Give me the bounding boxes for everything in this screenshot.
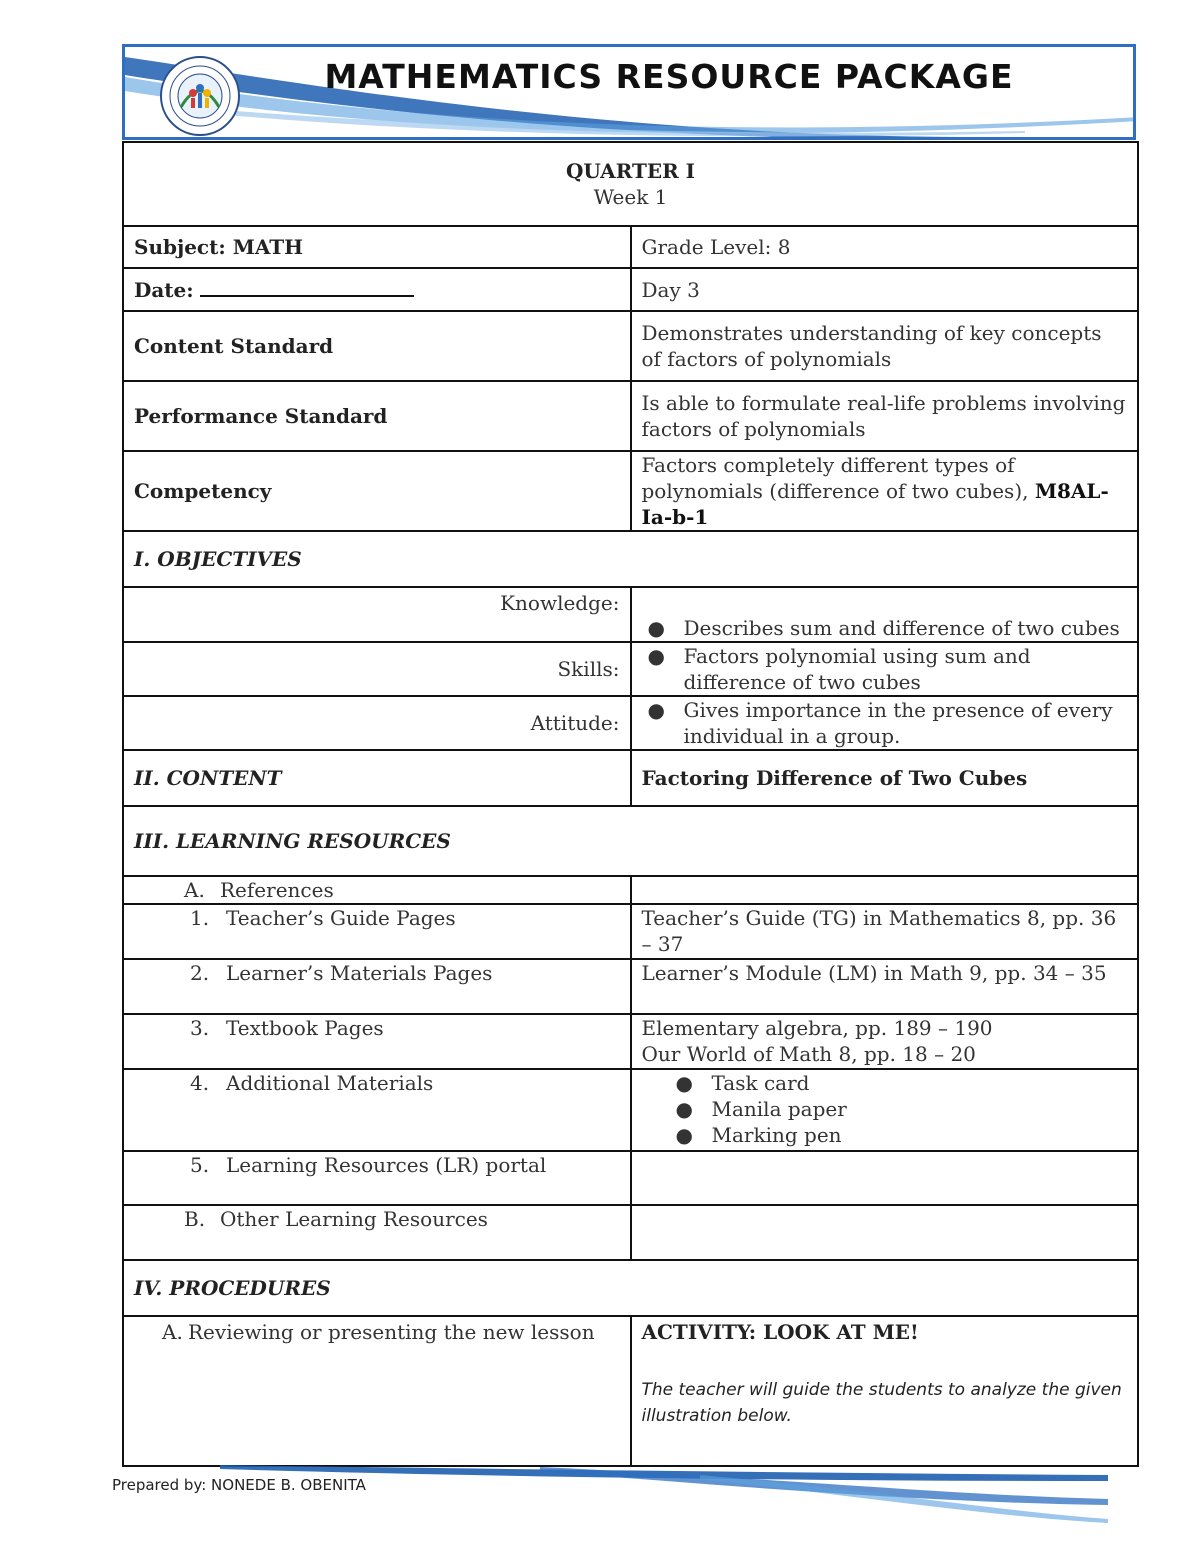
other-resources-marker: B. [184,1207,206,1231]
resource-marker: 4. [190,1071,210,1095]
date-label: Date: [134,277,194,302]
resource-marker: 1. [190,906,210,930]
other-resources-cell [123,1205,631,1260]
resource-label-cell [123,1069,631,1151]
procedure-a-label: Reviewing or presenting the new lesson [188,1320,595,1344]
skills-row [123,642,1138,696]
list-item [642,643,1128,695]
competency-row [123,451,1138,531]
resource-label: Teacher’s Guide Pages [226,906,456,930]
day-label: Day 3 [631,268,1139,311]
bullet-icon: ● [647,644,665,668]
activity-title: ACTIVITY: LOOK AT ME! [641,1320,919,1344]
content-standard-row [123,311,1138,381]
list-item [134,1015,620,1041]
resource-label: Additional Materials [226,1071,434,1095]
references-value-cell [631,876,1139,904]
prepared-by: Prepared by: NONEDE B. OBENITA [112,1476,366,1494]
resource-marker: 3. [190,1016,210,1040]
resource-value: Elementary algebra, pp. 189 – 190 [641,1016,993,1040]
quarter-cell [123,142,1138,226]
resource-label: Textbook Pages [226,1016,384,1040]
competency-code: M8AL-Ia-b-1 [641,479,1109,529]
bullet-icon: ● [675,1097,693,1121]
header-banner [122,44,1136,140]
quarter-row [123,142,1138,226]
resource-value: Learner’s Module (LM) in Math 9, pp. 34 – 35 [631,959,1139,1014]
competency-label: Competency [123,451,631,531]
references-marker: A. [184,878,205,902]
resource-marker: 2. [190,961,210,985]
objectives-heading-row [123,531,1138,587]
competency-value: Factors completely different types of polynomials (difference of two cubes), [641,453,1029,503]
additional-materials-cell [631,1069,1139,1151]
resource-value-cell [631,1151,1139,1205]
resources-heading: III. LEARNING RESOURCES [123,806,1138,876]
other-resources-label: Other Learning Resources [220,1207,488,1231]
resource-label-cell [123,1151,631,1205]
competency-cell [631,451,1139,531]
activity-instruction: The teacher will guide the students to analyze the given illustration below. [641,1380,1122,1426]
bullet-icon: ● [647,698,665,722]
resource-label: Learner’s Materials Pages [226,961,493,985]
knowledge-label: Knowledge: [123,587,631,642]
procedures-heading-row [123,1260,1138,1316]
resource-value-secondary: Our World of Math 8, pp. 18 – 20 [641,1042,976,1066]
bullet-icon: ● [675,1123,693,1147]
subject-row [123,226,1138,268]
content-row [123,750,1138,806]
list-item [134,905,620,931]
content-standard-value: Demonstrates understanding of key concepts of factors of polynomials [631,311,1139,381]
lesson-plan-table [122,141,1139,1467]
list-item [134,877,620,903]
skills-value: Factors polynomial using sum and difference of two cubes [683,644,1031,694]
references-label: References [220,878,334,902]
attitude-value: Gives importance in the presence of every individual in a group. [683,698,1113,748]
list-item [642,1122,1128,1148]
skills-label: Skills: [123,642,631,696]
knowledge-cell [631,587,1139,642]
knowledge-row [123,587,1138,642]
performance-standard-value: Is able to formulate real-life problems involving factors of polynomials [631,381,1139,451]
content-standard-label: Content Standard [123,311,631,381]
knowledge-value: Describes sum and difference of two cubes [683,616,1120,640]
material-item: Manila paper [711,1097,847,1121]
resource-row [123,959,1138,1014]
list-item [642,697,1128,749]
bullet-icon: ● [647,616,665,640]
list-item [134,1319,620,1345]
page-title: MATHEMATICS RESOURCE PACKAGE [324,57,1014,96]
date-blank-line [200,277,414,297]
list-item [642,1096,1128,1122]
attitude-cell [631,696,1139,750]
procedure-a-cell [123,1316,631,1466]
performance-standard-row [123,381,1138,451]
resource-row [123,1069,1138,1151]
bullet-icon: ● [675,1071,693,1095]
list-item [134,960,620,986]
references-row [123,876,1138,904]
attitude-label: Attitude: [123,696,631,750]
list-item [642,1070,1128,1096]
skills-cell [631,642,1139,696]
attitude-row [123,696,1138,750]
resource-label: Learning Resources (LR) portal [226,1153,547,1177]
date-row [123,268,1138,311]
procedure-a-content [631,1316,1139,1466]
material-item: Marking pen [711,1123,842,1147]
list-item [642,615,1128,641]
week-label: Week 1 [593,185,668,209]
resource-row [123,1014,1138,1069]
resource-row [123,904,1138,959]
procedure-a-row [123,1316,1138,1466]
list-item [134,1152,620,1178]
resource-value: Teacher’s Guide (TG) in Mathematics 8, pp. 36 – 37 [631,904,1139,959]
resources-heading-row [123,806,1138,876]
other-resources-value-cell [631,1205,1139,1260]
resource-value-cell [631,1014,1139,1069]
other-resources-row [123,1205,1138,1260]
grade-level: Grade Level: 8 [631,226,1139,268]
references-cell [123,876,631,904]
list-item [134,1206,620,1232]
resource-row [123,1151,1138,1205]
resource-label-cell [123,1014,631,1069]
procedure-a-marker: A. [162,1320,183,1344]
date-cell [123,268,631,311]
resource-marker: 5. [190,1153,210,1177]
performance-standard-label: Performance Standard [123,381,631,451]
quarter-label: QUARTER I [565,159,696,183]
resource-label-cell [123,904,631,959]
subject-label: Subject: MATH [123,226,631,268]
resource-label-cell [123,959,631,1014]
material-item: Task card [711,1071,810,1095]
objectives-heading: I. OBJECTIVES [123,531,1138,587]
content-value: Factoring Difference of Two Cubes [631,750,1139,806]
content-heading: II. CONTENT [123,750,631,806]
procedures-heading: IV. PROCEDURES [123,1260,1138,1316]
list-item [134,1070,620,1096]
